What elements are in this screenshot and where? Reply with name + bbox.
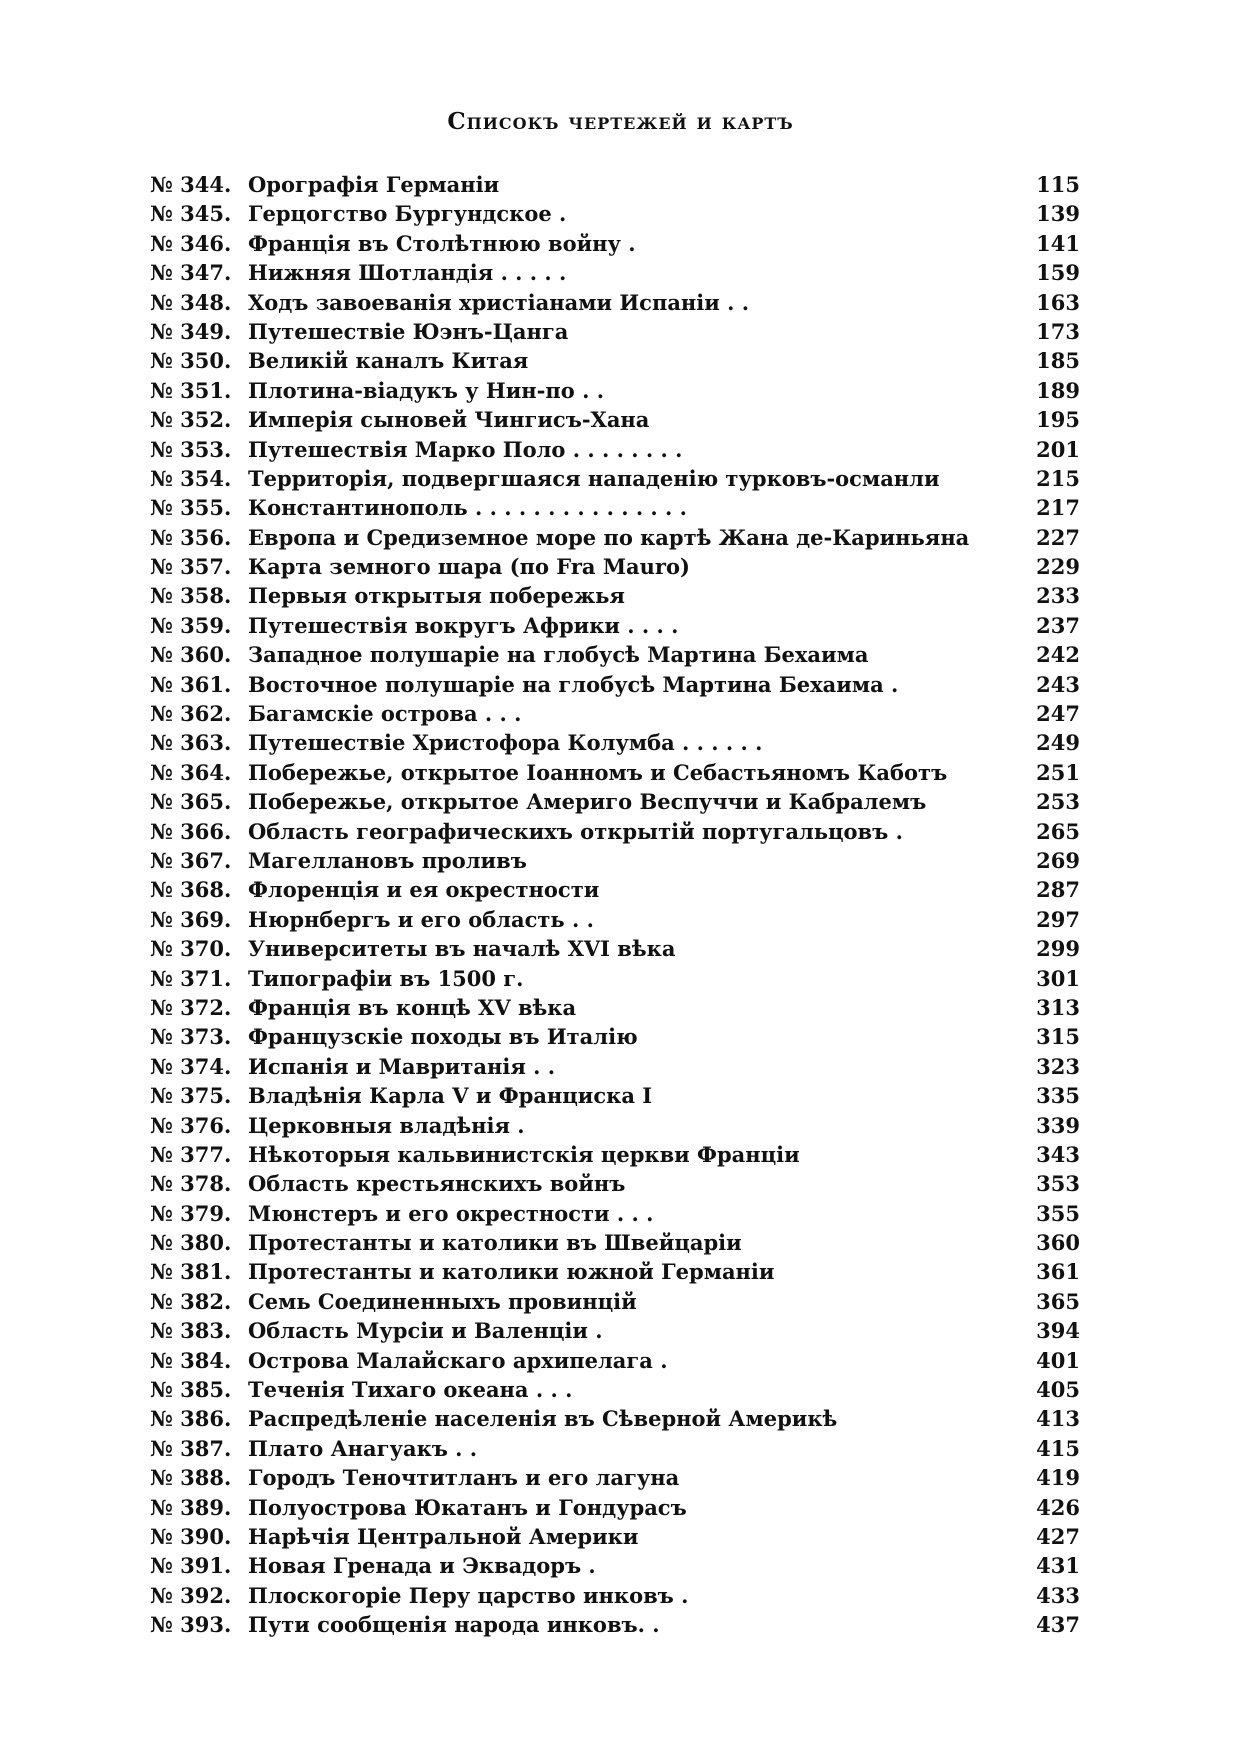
- entry-title: Франція въ Столѣтнюю войну .: [248, 230, 636, 256]
- entry-page-number: 405: [1036, 1377, 1080, 1403]
- entry-number: № 387.: [150, 1435, 232, 1461]
- entry-page-number: 360: [1036, 1230, 1080, 1256]
- entry-number: № 374.: [150, 1053, 232, 1079]
- entry-page-number: 301: [1036, 965, 1080, 991]
- entry-page-number: 365: [1036, 1288, 1080, 1314]
- list-item: [150, 1610, 1080, 1639]
- entry-title: Флоренція и ея окрестности: [248, 877, 600, 903]
- entry-title: Протестанты и католики южной Германіи: [248, 1259, 775, 1285]
- list-item: [150, 376, 1080, 405]
- list-item: [150, 640, 1080, 669]
- list-item: [150, 1287, 1080, 1316]
- entry-title: Протестанты и католики въ Швейцаріи: [248, 1230, 742, 1256]
- entry-page-number: 315: [1036, 1024, 1080, 1050]
- entry-page-number: 415: [1036, 1435, 1080, 1461]
- entry-title: Нѣкоторыя кальвинистскія церкви Франціи: [248, 1141, 800, 1167]
- entry-number: № 367.: [150, 847, 232, 873]
- entry-page-number: 215: [1036, 465, 1080, 491]
- entry-title: Французскіе походы въ Италію: [248, 1024, 638, 1050]
- entry-number: № 345.: [150, 201, 232, 227]
- entry-number: № 352.: [150, 407, 232, 433]
- entry-page-number: 185: [1036, 348, 1080, 374]
- list-item: [150, 875, 1080, 904]
- entry-page-number: 361: [1036, 1259, 1080, 1285]
- entry-number: № 360.: [150, 642, 232, 668]
- entry-title: Магеллановъ проливъ: [248, 847, 527, 873]
- entry-page-number: 437: [1036, 1612, 1080, 1638]
- entry-title: Нюрнбергъ и его область . .: [248, 906, 594, 932]
- entry-title: Ходъ завоеванія христіанами Испаніи . .: [248, 289, 750, 315]
- entry-page-number: 237: [1036, 612, 1080, 638]
- list-item: [150, 1022, 1080, 1051]
- entry-page-number: 243: [1036, 671, 1080, 697]
- entry-page-number: 339: [1036, 1112, 1080, 1138]
- entry-number: № 391.: [150, 1553, 232, 1579]
- list-item: [150, 1228, 1080, 1257]
- list-item: [150, 317, 1080, 346]
- entry-number: № 369.: [150, 906, 232, 932]
- entry-number: № 359.: [150, 612, 232, 638]
- entry-page-number: 427: [1036, 1523, 1080, 1549]
- list-item: [150, 405, 1080, 434]
- entry-page-number: 139: [1036, 201, 1080, 227]
- entry-title: Распредѣленіе населенія въ Сѣверной Америкѣ: [248, 1406, 838, 1432]
- entry-title: Семь Соединенныхъ провинцій: [248, 1288, 637, 1314]
- entry-title: Пути сообщенія народа инковъ. .: [248, 1612, 660, 1638]
- entry-title: Европа и Средиземное море по картѣ Жана де-Кариньяна: [248, 524, 970, 550]
- entry-page-number: 189: [1036, 377, 1080, 403]
- entry-page-number: 217: [1036, 495, 1080, 521]
- entry-number: № 349.: [150, 318, 232, 344]
- list-item: [150, 728, 1080, 757]
- entry-number: № 356.: [150, 524, 232, 550]
- entry-number: № 377.: [150, 1141, 232, 1167]
- entry-number: № 371.: [150, 965, 232, 991]
- entry-page-number: 287: [1036, 877, 1080, 903]
- entry-number: № 388.: [150, 1465, 232, 1491]
- entry-number: № 389.: [150, 1494, 232, 1520]
- list-item: [150, 1111, 1080, 1140]
- list-item: [150, 787, 1080, 816]
- entry-title: Побережье, открытое Америго Веспуччи и Кабралемъ: [248, 789, 927, 815]
- list-item: [150, 581, 1080, 610]
- list-item: [150, 493, 1080, 522]
- list-item: [150, 1375, 1080, 1404]
- entry-number: № 380.: [150, 1230, 232, 1256]
- entry-title: Герцогство Бургундское .: [248, 201, 567, 227]
- entry-number: № 385.: [150, 1377, 232, 1403]
- list-item: [150, 229, 1080, 258]
- list-item: [150, 1581, 1080, 1610]
- entry-number: № 346.: [150, 230, 232, 256]
- entry-title: Багамскіе острова . . .: [248, 701, 522, 727]
- list-item: [150, 670, 1080, 699]
- entry-number: № 358.: [150, 583, 232, 609]
- entry-page-number: 195: [1036, 407, 1080, 433]
- entry-page-number: 426: [1036, 1494, 1080, 1520]
- entry-number: № 363.: [150, 730, 232, 756]
- entry-page-number: 335: [1036, 1083, 1080, 1109]
- entry-title: Владѣнія Карла V и Франциска I: [248, 1083, 653, 1109]
- entry-page-number: 297: [1036, 906, 1080, 932]
- entry-page-number: 251: [1036, 759, 1080, 785]
- list-item: [150, 905, 1080, 934]
- page-title: Списокъ чертежей и картъ: [447, 108, 794, 135]
- entry-number: № 372.: [150, 994, 232, 1020]
- list-item: [150, 611, 1080, 640]
- entry-title: Острова Малайскаго архипелага .: [248, 1347, 668, 1373]
- entry-title: Область географическихъ открытій португальцовъ .: [248, 818, 903, 844]
- entry-number: № 368.: [150, 877, 232, 903]
- list-item: [150, 435, 1080, 464]
- entry-title: Область Мурсіи и Валенціи .: [248, 1318, 603, 1344]
- list-item: [150, 1434, 1080, 1463]
- entry-title: Западное полушаріе на глобусѣ Мартина Бехаима: [248, 642, 869, 668]
- list-item: [150, 346, 1080, 375]
- entry-page-number: 313: [1036, 994, 1080, 1020]
- list-item: [150, 699, 1080, 728]
- list-item: [150, 170, 1080, 199]
- entry-number: № 392.: [150, 1582, 232, 1608]
- entry-number: № 390.: [150, 1523, 232, 1549]
- entry-number: № 382.: [150, 1288, 232, 1314]
- entry-page-number: 233: [1036, 583, 1080, 609]
- entry-page-number: 413: [1036, 1406, 1080, 1432]
- list-of-maps: [150, 170, 1080, 1640]
- list-item: [150, 846, 1080, 875]
- entry-title: Полуострова Юкатанъ и Гондурасъ: [248, 1494, 687, 1520]
- list-item: [150, 523, 1080, 552]
- entry-title: Путешествія вокругъ Африки . . . .: [248, 612, 679, 638]
- entry-page-number: 265: [1036, 818, 1080, 844]
- entry-page-number: 299: [1036, 936, 1080, 962]
- entry-title: Нарѣчія Центральной Америки: [248, 1523, 639, 1549]
- entry-number: № 362.: [150, 701, 232, 727]
- entry-title: Нижняя Шотландія . . . . .: [248, 260, 567, 286]
- entry-number: № 373.: [150, 1024, 232, 1050]
- entry-number: № 354.: [150, 465, 232, 491]
- entry-title: Новая Гренада и Эквадоръ .: [248, 1553, 596, 1579]
- entry-title: Городъ Теночтитланъ и его лагуна: [248, 1465, 680, 1491]
- entry-number: № 366.: [150, 818, 232, 844]
- entry-number: № 365.: [150, 789, 232, 815]
- entry-number: № 393.: [150, 1612, 232, 1638]
- entry-number: № 379.: [150, 1200, 232, 1226]
- list-item: [150, 1140, 1080, 1169]
- entry-number: № 351.: [150, 377, 232, 403]
- entry-page-number: 353: [1036, 1171, 1080, 1197]
- entry-title: Восточное полушаріе на глобусѣ Мартина Бехаима .: [248, 671, 899, 697]
- entry-page-number: 115: [1036, 172, 1080, 197]
- entry-page-number: 229: [1036, 554, 1080, 580]
- entry-number: № 364.: [150, 759, 232, 785]
- entry-number: № 353.: [150, 436, 232, 462]
- list-item: [150, 1346, 1080, 1375]
- entry-page-number: 343: [1036, 1141, 1080, 1167]
- entry-number: № 375.: [150, 1083, 232, 1109]
- entry-title: Франція въ концѣ XV вѣка: [248, 994, 577, 1020]
- list-item: [150, 1257, 1080, 1286]
- entry-number: № 357.: [150, 554, 232, 580]
- list-item: [150, 1316, 1080, 1345]
- list-item: [150, 552, 1080, 581]
- entry-page-number: 431: [1036, 1553, 1080, 1579]
- list-item: [150, 758, 1080, 787]
- entry-title: Великій каналъ Китая: [248, 348, 529, 374]
- entry-page-number: 269: [1036, 847, 1080, 873]
- list-item: [150, 1081, 1080, 1110]
- entry-number: № 386.: [150, 1406, 232, 1432]
- entry-page-number: 323: [1036, 1053, 1080, 1079]
- entry-page-number: 355: [1036, 1200, 1080, 1226]
- entry-page-number: 141: [1036, 230, 1080, 256]
- list-item: [150, 817, 1080, 846]
- entry-title: Мюнстеръ и его окрестности . . .: [248, 1200, 654, 1226]
- entry-page-number: 401: [1036, 1347, 1080, 1373]
- entry-number: № 383.: [150, 1318, 232, 1344]
- list-item: [150, 1551, 1080, 1580]
- entry-number: № 370.: [150, 936, 232, 962]
- list-item: [150, 288, 1080, 317]
- list-item: [150, 1052, 1080, 1081]
- entry-title: Побережье, открытое Іоанномъ и Себастьяномъ Каботъ: [248, 759, 948, 785]
- entry-number: № 381.: [150, 1259, 232, 1285]
- entry-page-number: 227: [1036, 524, 1080, 550]
- entry-page-number: 249: [1036, 730, 1080, 756]
- entry-title: Константинополь . . . . . . . . . . . . . . .: [248, 495, 687, 521]
- entry-title: Плоскогоріе Перу царство инковъ .: [248, 1582, 689, 1608]
- entry-title: Университеты въ началѣ XVI вѣка: [248, 936, 676, 962]
- entry-page-number: 163: [1036, 289, 1080, 315]
- entry-number: № 344.: [150, 172, 232, 197]
- entry-title: Плато Анагуакъ . .: [248, 1435, 478, 1461]
- entry-page-number: 419: [1036, 1465, 1080, 1491]
- entry-number: № 355.: [150, 495, 232, 521]
- entry-page-number: 201: [1036, 436, 1080, 462]
- entry-page-number: 253: [1036, 789, 1080, 815]
- list-item: [150, 464, 1080, 493]
- entry-title: Церковныя владѣнія .: [248, 1112, 525, 1138]
- list-item: [150, 964, 1080, 993]
- list-item: [150, 1522, 1080, 1551]
- entry-page-number: 159: [1036, 260, 1080, 286]
- list-item: [150, 1463, 1080, 1492]
- list-item: [150, 1404, 1080, 1433]
- list-item: [150, 199, 1080, 228]
- entry-title: Теченія Тихаго океана . . .: [248, 1377, 573, 1403]
- entry-number: № 376.: [150, 1112, 232, 1138]
- entry-number: № 348.: [150, 289, 232, 315]
- entry-title: Путешествія Марко Поло . . . . . . . .: [248, 436, 683, 462]
- entry-page-number: 394: [1036, 1318, 1080, 1344]
- entry-number: № 378.: [150, 1171, 232, 1197]
- entry-title: Испанія и Мавританія . .: [248, 1053, 556, 1079]
- list-item: [150, 993, 1080, 1022]
- list-item: [150, 934, 1080, 963]
- entry-title: Орографія Германіи: [248, 172, 500, 197]
- entry-number: № 384.: [150, 1347, 232, 1373]
- entry-title: Типографіи въ 1500 г.: [248, 965, 524, 991]
- list-item: [150, 1493, 1080, 1522]
- entry-page-number: 173: [1036, 318, 1080, 344]
- entry-page-number: 433: [1036, 1582, 1080, 1608]
- entry-title: Территорія, подвергшаяся нападенію турковъ-османли: [248, 465, 940, 491]
- entry-number: № 361.: [150, 671, 232, 697]
- entry-title: Карта земного шара (по Fra Mauro): [248, 554, 690, 580]
- entry-number: № 350.: [150, 348, 232, 374]
- entry-number: № 347.: [150, 260, 232, 286]
- entry-title: Имперія сыновей Чингисъ-Хана: [248, 407, 650, 433]
- list-item: [150, 258, 1080, 287]
- entry-title: Область крестьянскихъ войнъ: [248, 1171, 626, 1197]
- entry-title: Путешествіе Юэнъ-Цанга: [248, 318, 569, 344]
- entry-title: Путешествіе Христофора Колумба . . . . . .: [248, 730, 763, 756]
- entry-page-number: 247: [1036, 701, 1080, 727]
- entry-page-number: 242: [1036, 642, 1080, 668]
- entry-title: Первыя открытыя побережья: [248, 583, 625, 609]
- list-item: [150, 1169, 1080, 1198]
- list-item: [150, 1199, 1080, 1228]
- entry-title: Плотина-віадукъ у Нин-по . .: [248, 377, 605, 403]
